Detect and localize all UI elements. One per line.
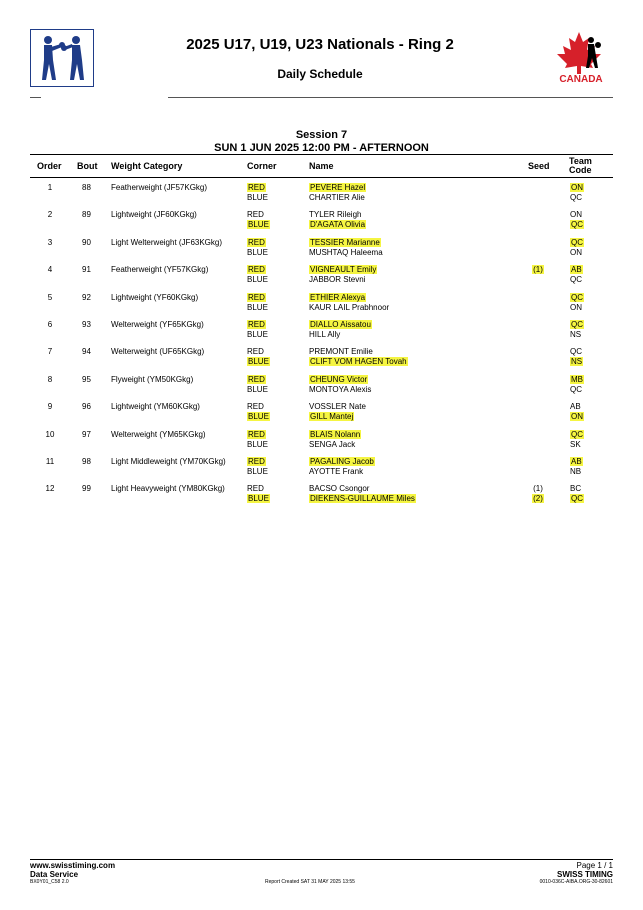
red-corner-text: RED <box>247 484 264 493</box>
red-team-code <box>570 210 582 219</box>
blue-team-code <box>570 193 582 202</box>
blue-team-code-text: ON <box>570 303 582 312</box>
red-team-code-text: QC <box>571 320 583 329</box>
red-boxer-name <box>309 293 366 302</box>
blue-corner <box>247 412 270 421</box>
boxing-canada-logo <box>553 28 609 86</box>
blue-team-code-text: NS <box>571 357 583 366</box>
blue-boxer-name <box>309 193 365 202</box>
red-boxer-name-text: BLAIS Nolann <box>310 430 361 439</box>
red-boxer-name-text: ETHIER Alexya <box>310 293 366 302</box>
weight-category-text: Welterweight (YF65KGkg) <box>111 320 204 329</box>
red-boxer-name <box>309 238 381 247</box>
red-team-code-text: ON <box>571 183 583 192</box>
weight-category-text: Light Heavyweight (YM80KGkg) <box>111 484 225 493</box>
blue-corner-text: BLUE <box>247 467 268 476</box>
weight-category-text: Light Middleweight (YM70KGkg) <box>111 457 226 466</box>
red-boxer-name-text: BACSO Csongor <box>309 484 370 493</box>
bout-number <box>79 238 94 247</box>
red-seed-text: (1) <box>533 484 543 493</box>
blue-corner-text: BLUE <box>247 275 268 284</box>
blue-boxer-name-text: DIEKENS-GUILLAUME Miles <box>310 494 415 503</box>
red-team-code <box>570 457 583 466</box>
blue-boxer-name-text: HILL Ally <box>309 330 341 339</box>
red-corner <box>247 183 266 192</box>
red-team-code-text: MB <box>571 375 583 384</box>
blue-team-code <box>570 357 583 366</box>
red-corner <box>247 265 266 274</box>
session-date: SUN 1 JUN 2025 12:00 PM - AFTERNOON <box>214 142 429 154</box>
red-team-code-text: AB <box>570 402 581 411</box>
boxing-federation-logo <box>30 29 94 87</box>
red-corner-text: RED <box>248 238 265 247</box>
bout-order-text: 2 <box>47 210 53 219</box>
red-team-code-text: QC <box>571 293 583 302</box>
red-boxer-name <box>309 457 375 466</box>
red-corner <box>247 375 266 384</box>
red-team-code <box>570 183 584 192</box>
bout-order <box>40 375 60 384</box>
blue-corner-text: BLUE <box>247 303 268 312</box>
header-weight-category: Weight Category <box>111 161 183 171</box>
red-boxer-name <box>309 183 366 192</box>
header-divider-left <box>30 97 41 98</box>
blue-team-code <box>570 275 582 284</box>
bout-order-text: 10 <box>45 430 55 439</box>
red-corner <box>247 347 264 356</box>
red-seed-text: (1) <box>533 265 543 274</box>
red-boxer-name-text: PREMONT Emilie <box>309 347 373 356</box>
bout-order-text: 7 <box>47 347 53 356</box>
bout-number <box>79 265 94 274</box>
bout-order-text: 3 <box>47 238 53 247</box>
bout-number <box>79 457 94 466</box>
footer-report-created: Report Created SAT 31 MAY 2025 13:55 <box>265 879 355 885</box>
red-corner-text: RED <box>248 293 265 302</box>
weight-category-text: Featherweight (JF57KGkg) <box>111 183 208 192</box>
red-corner-text: RED <box>248 430 265 439</box>
bout-order <box>40 320 60 329</box>
blue-team-code-text: NS <box>570 330 582 339</box>
weight-category-text: Welterweight (UF65KGkg) <box>111 347 205 356</box>
blue-team-code-text: QC <box>570 193 582 202</box>
blue-corner <box>247 385 268 394</box>
bout-number <box>79 210 94 219</box>
blue-boxer-name <box>309 357 408 366</box>
red-boxer-name-text: TESSIER Marianne <box>310 238 380 247</box>
red-team-code <box>570 320 584 329</box>
blue-team-code <box>570 494 584 503</box>
red-boxer-name-text: CHEUNG Victor <box>310 375 368 384</box>
red-corner-text: RED <box>247 347 264 356</box>
red-boxer-name <box>309 265 377 274</box>
red-team-code <box>570 293 584 302</box>
red-corner-text: RED <box>247 210 264 219</box>
red-corner-text: RED <box>248 320 265 329</box>
red-team-code <box>570 484 581 493</box>
red-corner-text: RED <box>248 457 265 466</box>
bout-number <box>79 347 94 356</box>
blue-boxer-name <box>309 330 340 339</box>
red-boxer-name-text: PAGALING Jacob <box>310 457 374 466</box>
red-team-code-text: AB <box>571 457 582 466</box>
red-seed <box>531 265 545 274</box>
red-corner-text: RED <box>247 402 264 411</box>
header-team-line1: Team <box>569 156 592 166</box>
header-order: Order <box>37 161 62 171</box>
blue-corner-text: BLUE <box>247 330 268 339</box>
bout-order-text: 8 <box>47 375 53 384</box>
blue-boxer-name <box>309 412 354 421</box>
red-team-code-text: AB <box>571 265 582 274</box>
red-boxer-name <box>309 484 369 493</box>
bout-number-text: 91 <box>82 265 91 274</box>
bout-order <box>40 293 60 302</box>
blue-corner-text: BLUE <box>247 385 268 394</box>
blue-corner <box>247 467 268 476</box>
weight-category <box>111 238 222 247</box>
blue-boxer-name <box>309 440 355 449</box>
blue-boxer-name <box>309 494 416 503</box>
red-corner <box>247 430 266 439</box>
bout-number <box>79 430 94 439</box>
red-team-code <box>570 430 584 439</box>
red-team-code-text: QC <box>571 238 583 247</box>
blue-boxer-name-text: AYOTTE Frank <box>309 467 364 476</box>
page-title: 2025 U17, U19, U23 Nationals - Ring 2 <box>186 36 454 53</box>
blue-corner-text: BLUE <box>248 494 269 503</box>
weight-category <box>111 375 193 384</box>
blue-team-code-text: QC <box>571 494 583 503</box>
blue-corner <box>247 275 268 284</box>
boxers-icon <box>31 30 93 86</box>
blue-seed <box>531 494 545 503</box>
bout-order <box>40 484 60 493</box>
footer-rule <box>30 859 613 860</box>
red-corner-text: RED <box>248 265 265 274</box>
blue-boxer-name-text: GILL Mantej <box>310 412 354 421</box>
blue-team-code <box>570 303 582 312</box>
red-boxer-name <box>309 430 361 439</box>
blue-team-code-text: QC <box>570 385 582 394</box>
bout-order <box>40 457 60 466</box>
red-boxer-name <box>309 320 372 329</box>
blue-team-code-text: SK <box>570 440 581 449</box>
red-boxer-name-text: DIALLO Aissatou <box>310 320 371 329</box>
bout-order-text: 9 <box>47 402 53 411</box>
bout-number-text: 88 <box>82 183 91 192</box>
blue-corner <box>247 248 268 257</box>
red-team-code <box>570 238 584 247</box>
blue-corner <box>247 330 268 339</box>
weight-category <box>111 457 226 466</box>
blue-boxer-name <box>309 303 389 312</box>
blue-team-code-text: QC <box>571 220 583 229</box>
footer-website[interactable]: www.swisstiming.com <box>30 861 116 870</box>
blue-boxer-name-text: CHARTIER Alie <box>309 193 365 202</box>
blue-team-code <box>570 248 582 257</box>
header-bout: Bout <box>77 161 98 171</box>
blue-corner-text: BLUE <box>248 220 269 229</box>
blue-corner-text: BLUE <box>248 412 269 421</box>
blue-boxer-name <box>309 275 365 284</box>
red-boxer-name-text: VOSSLER Nate <box>309 402 366 411</box>
blue-team-code <box>570 412 584 421</box>
red-boxer-name <box>309 402 366 411</box>
bout-number <box>79 183 94 192</box>
footer-brand: SWISS TIMING <box>557 870 613 879</box>
blue-boxer-name-text: KAUR LAIL Prabhnoor <box>309 303 390 312</box>
blue-boxer-name-text: MONTOYA Alexis <box>309 385 372 394</box>
blue-boxer-name <box>309 385 371 394</box>
weight-category <box>111 320 204 329</box>
weight-category-text: Welterweight (YM65KGkg) <box>111 430 206 439</box>
weight-category <box>111 183 207 192</box>
weight-category-text: Featherweight (YF57KGkg) <box>111 265 209 274</box>
bout-order-text: 1 <box>47 183 53 192</box>
red-team-code-text: QC <box>570 347 582 356</box>
bout-number-text: 94 <box>82 347 91 356</box>
blue-team-code-text: ON <box>570 248 582 257</box>
bout-order <box>40 430 60 439</box>
bout-order <box>40 265 60 274</box>
red-corner <box>247 238 266 247</box>
blue-team-code <box>570 220 584 229</box>
red-boxer-name-text: VIGNEAULT Emily <box>310 265 377 274</box>
bout-number-text: 92 <box>82 293 91 302</box>
blue-team-code <box>570 440 581 449</box>
weight-category <box>111 402 200 411</box>
blue-corner <box>247 303 268 312</box>
red-boxer-name <box>309 375 368 384</box>
footer-service: Data Service <box>30 870 79 879</box>
bout-number <box>79 320 94 329</box>
bout-order <box>40 347 60 356</box>
bout-order-text: 6 <box>47 320 53 329</box>
blue-boxer-name-text: SENGA Jack <box>309 440 356 449</box>
weight-category-text: Lightweight (YF60KGkg) <box>111 293 199 302</box>
red-team-code-text: QC <box>571 430 583 439</box>
blue-boxer-name-text: MUSHTAQ Haleema <box>309 248 383 257</box>
weight-category-text: Lightweight (JF60KGkg) <box>111 210 197 219</box>
bout-number <box>79 375 94 384</box>
canada-logo-text: CANADA <box>559 74 603 85</box>
blue-corner-text: BLUE <box>247 440 268 449</box>
red-corner <box>247 402 264 411</box>
blue-team-code-text: QC <box>570 275 582 284</box>
blue-team-code <box>570 467 581 476</box>
header-name: Name <box>309 161 334 171</box>
blue-corner-text: BLUE <box>247 193 268 202</box>
blue-boxer-name <box>309 467 363 476</box>
blue-boxer-name <box>309 220 366 229</box>
blue-corner <box>247 193 268 202</box>
red-team-code-text: ON <box>570 210 582 219</box>
red-team-code <box>570 265 583 274</box>
weight-category <box>111 293 198 302</box>
bout-number-text: 93 <box>82 320 91 329</box>
red-boxer-name <box>309 347 373 356</box>
blue-seed-text: (2) <box>533 494 543 503</box>
bout-order-text: 11 <box>45 457 55 466</box>
bout-order-text: 5 <box>47 293 53 302</box>
bout-number <box>79 293 94 302</box>
blue-corner <box>247 357 270 366</box>
page-subtitle: Daily Schedule <box>277 67 363 81</box>
red-boxer-name-text: PEVERE Hazel <box>310 183 366 192</box>
blue-corner-text: BLUE <box>248 357 269 366</box>
bout-order <box>40 238 60 247</box>
weight-category-text: Lightweight (YM60KGkg) <box>111 402 200 411</box>
blue-boxer-name-text: JABBOR Stevni <box>309 275 366 284</box>
bout-order-text: 12 <box>45 484 55 493</box>
header-team-line2: Code <box>569 165 592 175</box>
blue-corner-text: BLUE <box>247 248 268 257</box>
weight-category <box>111 484 225 493</box>
red-team-code <box>570 347 582 356</box>
blue-corner <box>247 440 268 449</box>
bout-number <box>79 484 94 493</box>
red-corner <box>247 484 264 493</box>
header-seed: Seed <box>528 161 550 171</box>
blue-team-code <box>570 330 581 339</box>
weight-category-text: Flyweight (YM50KGkg) <box>111 375 194 384</box>
red-team-code <box>570 402 581 411</box>
bout-number-text: 95 <box>82 375 91 384</box>
blue-team-code-text: ON <box>571 412 583 421</box>
footer-report-code: 0010-036C-AIBA.ORG-30-82601 <box>539 879 613 885</box>
bout-order <box>40 402 60 411</box>
red-corner-text: RED <box>248 183 265 192</box>
bout-number-text: 90 <box>82 238 91 247</box>
blue-boxer-name-text: D'AGATA Olivia <box>310 220 366 229</box>
red-corner <box>247 320 266 329</box>
red-corner <box>247 210 264 219</box>
red-boxer-name-text: TYLER Rileigh <box>309 210 362 219</box>
blue-team-code <box>570 385 582 394</box>
table-header-bottom-rule <box>30 177 613 178</box>
footer-doc-code: BX0Y01_C58 2.0 <box>30 879 69 885</box>
bout-order-text: 4 <box>47 265 53 274</box>
weight-category <box>111 347 204 356</box>
bout-number <box>79 402 94 411</box>
bout-order <box>40 183 60 192</box>
bout-number-text: 98 <box>82 457 91 466</box>
weight-category <box>111 265 208 274</box>
bout-number-text: 97 <box>82 430 91 439</box>
table-header-top-rule <box>30 154 613 155</box>
weight-category-text: Light Welterweight (JF63KGkg) <box>111 238 223 247</box>
footer-page-number: Page 1 / 1 <box>576 861 613 870</box>
bout-number-text: 99 <box>82 484 91 493</box>
bout-number-text: 96 <box>82 402 91 411</box>
header-corner: Corner <box>247 161 277 171</box>
header-team-code <box>569 157 592 175</box>
blue-boxer-name <box>309 248 383 257</box>
red-corner <box>247 457 266 466</box>
blue-corner <box>247 494 270 503</box>
red-team-code-text: BC <box>570 484 582 493</box>
red-corner-text: RED <box>248 375 265 384</box>
session-title: Session 7 <box>295 129 348 141</box>
weight-category <box>111 430 206 439</box>
red-team-code <box>570 375 584 384</box>
blue-team-code-text: NB <box>570 467 582 476</box>
blue-corner <box>247 220 270 229</box>
red-seed <box>531 484 545 493</box>
header-divider <box>168 97 613 98</box>
bout-number-text: 89 <box>82 210 91 219</box>
red-corner <box>247 293 266 302</box>
blue-boxer-name-text: CLIFT VOM HAGEN Tovah <box>310 357 407 366</box>
weight-category <box>111 210 197 219</box>
red-boxer-name <box>309 210 361 219</box>
bout-order <box>40 210 60 219</box>
